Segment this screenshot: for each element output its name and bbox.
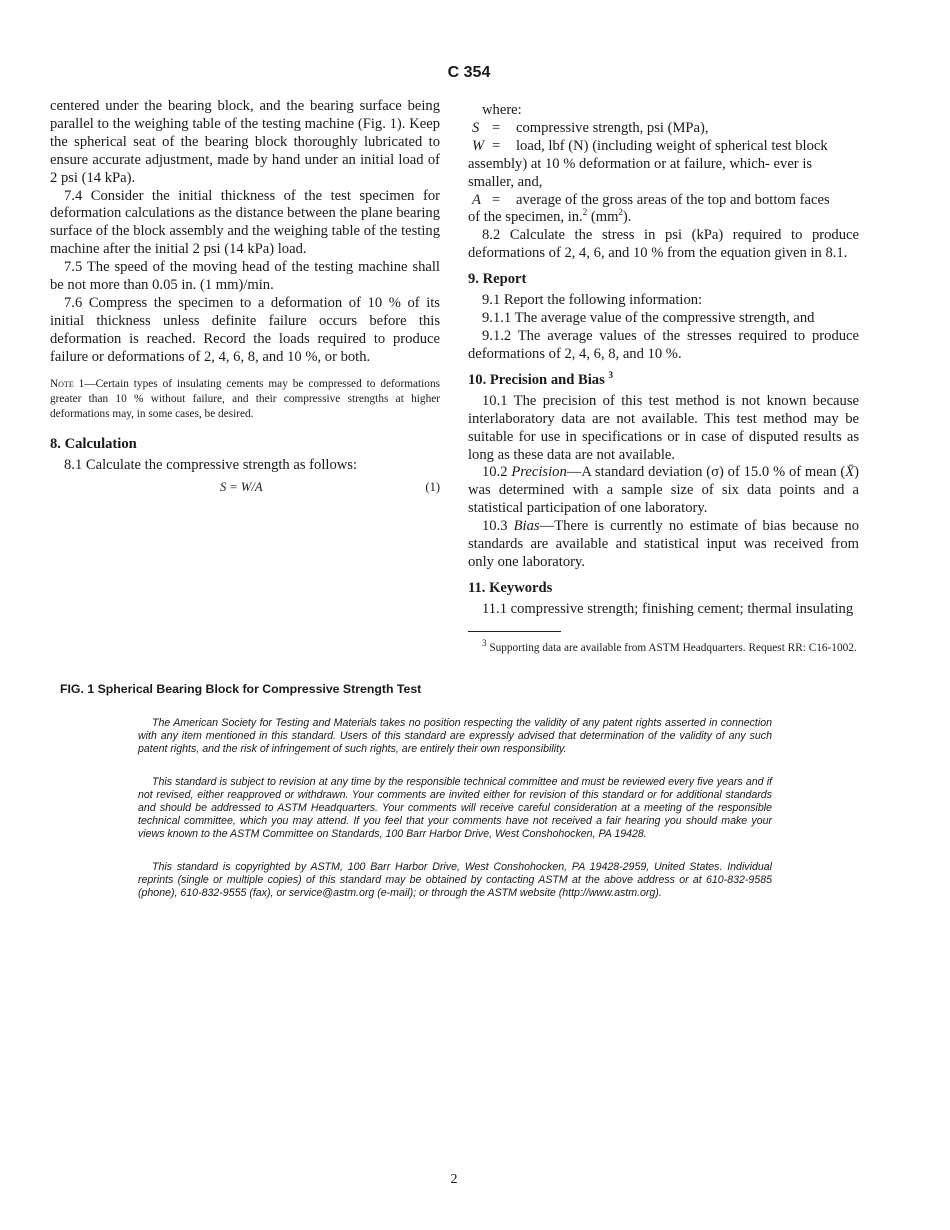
unit-superscript: 2 [582,207,588,218]
section-9-heading: 9. Report [468,271,527,288]
p10-2-term: Precision [511,464,567,481]
paragraph-9-1: 9.1 Report the following information: [482,292,703,309]
disclaimer-text: This standard is copyrighted by ASTM, 100 Barr Harbor Drive, West Conshohocken, PA 19428-2959, United States. Individual reprints (single or multiple copies) of this standard may be obtained by contacting ASTM at the above address or at 610-832-9585 (phone), 610-832-9555 (fax), or service@astm.org (e-mail); or through the ASTM website (http://www.astm.org). [138,861,772,900]
paragraph-7-6: 7.6 Compress the specimen to a deformation of 10 % of its initial thickness unless definite failure occurs before this deformation is reached. Record the loads required to produce failure or deformations of 2, 4, 6, 8, and 10 %, or both. [50,294,440,365]
p10-2-text-b: ) was determined with a sample size of six data points and a statistical participation of one laboratory. [468,464,860,517]
note-1 [50,377,440,423]
variable-a-cont-text: of the specimen, in. [468,209,583,226]
paragraph-10-3 [468,518,859,572]
disclaimer-text: The American Society for Testing and Materials takes no position respecting the validity of any patent rights asserted in connection with any item mentioned in this standard. Users of this standard are expressly advised that determination of the validity of any such patent rights, and the risk of infringement of such rights, are entirely their own responsibility. [138,717,772,756]
document-designation: C 354 [447,64,491,81]
right-column [468,102,859,656]
paragraph-7-5: 7.5 The speed of the moving head of the testing machine shall be not more than 0.05 in. (1 mm)/min. [50,259,440,294]
xbar-symbol: X̄ [845,464,855,481]
variable-symbol: W [472,137,485,154]
p10-2-num: 10.2 [482,464,512,481]
paragraph-9-1-1: 9.1.1 The average value of the compressive strength, and [482,310,815,327]
variable-equals: = [492,137,501,154]
unit-tail: (mm [587,209,619,226]
variable-w-continued: assembly) at 10 % deformation or at failure, which- ever is smaller, and, [468,155,813,190]
p10-2-text-a: —A standard deviation (σ) of 15.0 % of mean ( [566,464,846,481]
variable-definition: average of the gross areas of the top and bottom faces [516,191,830,208]
left-column [50,98,440,498]
paragraph-8-2: 8.2 Calculate the stress in psi (kPa) required to produce deformations of 2, 4, 6, and 10 % from the equation given in 8.1. [468,227,859,262]
paragraph-10-1: 10.1 The precision of this test method is not known because interlaboratory data are not available. This test method may be suitable for use in specifications or in case of disputed results as long as these data are not available. [468,392,859,463]
variable-s [468,120,859,138]
variable-w [468,138,859,156]
paragraph-7-4: 7.4 Consider the initial thickness of the test specimen for deformation calculations as the distance between the plane bearing surface of the block assembly and the weighing table of the testing machine after the initial 2 psi (14 kPa) load. [50,187,440,258]
paragraph-10-2 [468,464,859,518]
footnote-divider [468,631,561,632]
equation-number: (1) [425,480,440,495]
section-10-heading [468,371,859,389]
figure-caption: FIG. 1 Spherical Bearing Block for Compressive Strength Test [60,682,422,696]
section-10-title: 10. Precision and Bias [468,371,605,388]
paragraph-11-1: 11.1 compressive strength; finishing cement; thermal insulating [482,600,854,617]
variable-definition: load, lbf (N) (including weight of spherical test block [516,137,828,154]
page-number: 2 [450,1172,458,1187]
revision-disclaimer [138,776,772,841]
variable-a [468,192,859,210]
equation-1 [50,476,440,498]
where-label: where: [482,102,522,118]
unit-tail-2: ). [622,209,632,226]
patent-disclaimer [138,717,772,756]
p10-3-term: Bias [513,518,540,535]
equation-expression: S = W/A [220,480,263,495]
disclaimer-text: This standard is subject to revision at any time by the responsible technical committee and must be reviewed every five years and if not revised, either reapproved or withdrawn. Your comments are invited either for revision of this standard or for additional standards and should be addressed to ASTM Headquarters. Your comments will receive careful consideration at a meeting of the responsible technical committee, which you may attend. If you feel that your comments have not received a fair hearing you should make your views known to the ASTM Committee on Standards, 100 Barr Harbor Drive, West Conshohocken, PA 19428. [138,776,772,841]
variable-equals: = [492,119,501,136]
footnote-3 [468,637,859,656]
note-text: 1—Certain types of insulating cements may be compressed to deformations greater than 10 % without failure, and their compressive strengths at higher deformations may, in some cases, be desired. [50,377,440,421]
variable-symbol: S [472,119,480,136]
variable-symbol: A [472,191,481,208]
section-8-heading: 8. Calculation [50,436,137,453]
paragraph-9-1-2: 9.1.2 The average values of the stresses required to produce deformations of 2, 4, 6, 8, and 10 %. [468,327,859,362]
unit-superscript-2: 2 [618,207,623,218]
variable-equals: = [492,191,501,208]
variable-a-continued [468,209,859,227]
paragraph-8-1: 8.1 Calculate the compressive strength as follows: [64,457,358,474]
section-11-heading: 11. Keywords [468,579,553,596]
footnote-ref: 3 [608,369,613,380]
footnote-text: Supporting data are available from ASTM Headquarters. Request RR: C16-1002. [486,641,857,654]
p10-3-text: —There is currently no estimate of bias because no standards are available and statistical input was received from only one laboratory. [468,518,859,570]
p10-3-num: 10.3 [482,518,514,535]
note-label: Note [50,377,74,390]
copyright-notice [138,861,772,900]
paragraph-7-3-continued: centered under the bearing block, and the bearing surface being parallel to the weighing table of the testing machine (Fig. 1). Keep the spherical seat of the bearing block thoroughly lubricated to ensure accurate adjustment, made by hand under an initial load of 2 psi (14 kPa). [50,98,440,186]
footnote-number: 3 [482,637,487,648]
variable-definition: compressive strength, psi (MPa), [516,119,709,136]
